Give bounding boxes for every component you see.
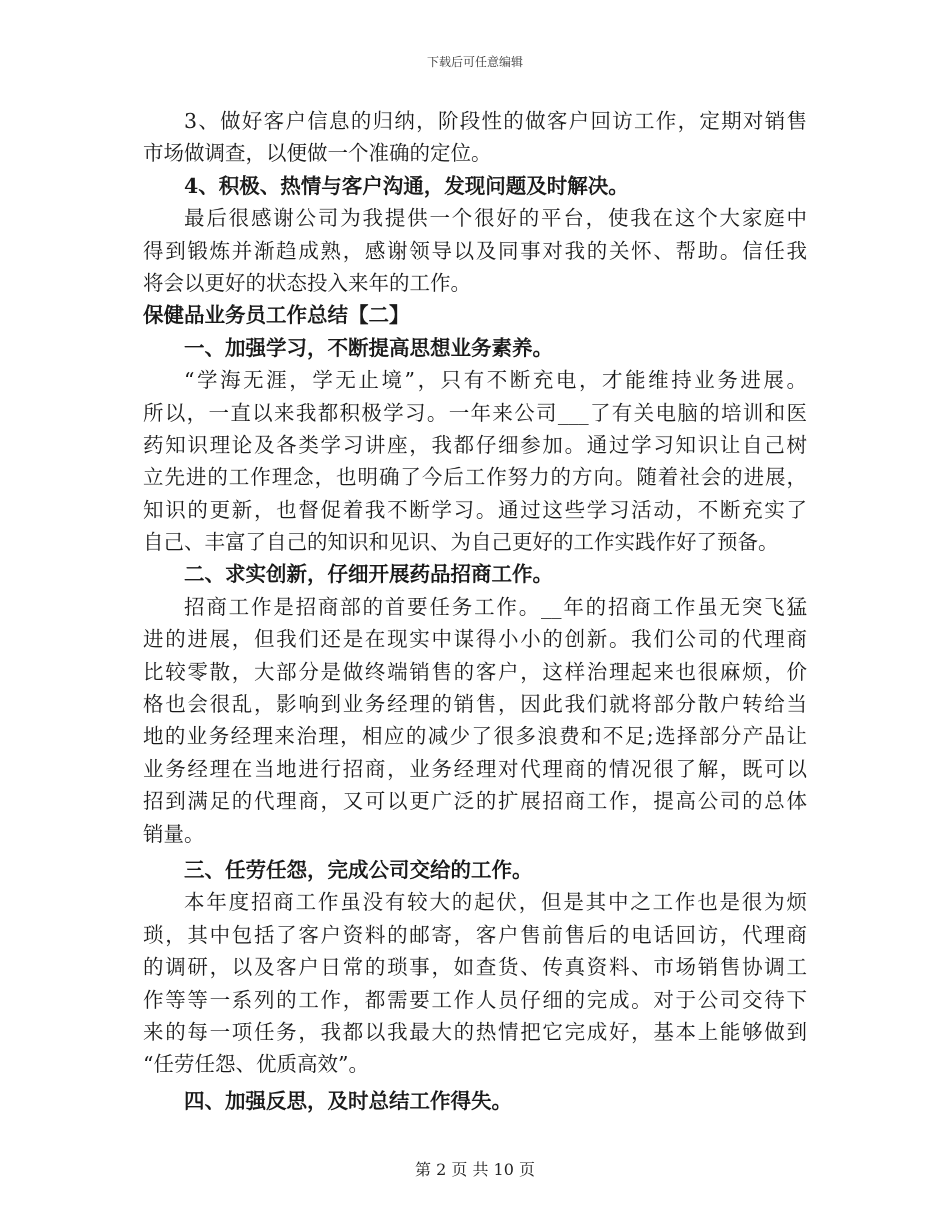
section-heading [143, 558, 807, 590]
text-line: 将会以更好的状态投入来年的工作。 [143, 270, 471, 295]
text-line: 四、加强反思，及时总结工作得失。 [184, 1088, 512, 1113]
text-line: 销量。 [143, 821, 205, 846]
text-line: 立先进的工作理念，也明确了今后工作努力的方向。随着社会的进展， [143, 465, 807, 490]
text-line: 业务经理在当地进行招商，业务经理对代理商的情况很了解，既可以 [143, 756, 807, 781]
text-line: 作等等一系列的工作，都需要工作人员仔细的完成。对于公司交待下 [143, 987, 807, 1012]
text-line: 药知识理论及各类学习讲座，我都仔细参加。通过学习知识让自己树 [143, 432, 807, 457]
text-line: 琐，其中包括了客户资料的邮寄，客户售前售后的电话回访，代理商 [143, 922, 807, 947]
text-line: 知识的更新，也督促着我不断学习。通过这些学习活动，不断充实了 [143, 497, 807, 522]
text-line: 来的每一项任务，我都以我最大的热情把它完成好，基本上能够做到 [143, 1019, 807, 1044]
text-line: 三、任劳任怨，完成公司交给的工作。 [184, 857, 533, 882]
section-heading [143, 1085, 807, 1117]
text-line: 保健品业务员工作总结【二】 [143, 303, 410, 328]
text-line: 地的业务经理来治理，相应的减少了很多浪费和不足;选择部分产品让 [143, 724, 807, 749]
text-line: 招商工作是招商部的首要任务工作。__年的招商工作虽无突飞猛 [184, 594, 807, 619]
text-line: 的调研，以及客户日常的琐事，如查货、传真资料、市场销售协调工 [143, 955, 807, 980]
text-line: 所以，一直以来我都积极学习。一年来公司___了有关电脑的培训和医 [143, 400, 807, 425]
section-heading [143, 332, 807, 364]
section-heading [143, 170, 807, 202]
paragraph [143, 364, 807, 558]
text-line: 格也会很乱，影响到业务经理的销售，因此我们就将部分散户转给当 [143, 692, 807, 717]
text-line: 进的进展，但我们还是在现实中谋得小小的创新。我们公司的代理商 [143, 627, 807, 652]
text-line: 招到满足的代理商，又可以更广泛的扩展招商工作，提高公司的总体 [143, 789, 807, 814]
page-header-note: 下载后可任意编辑 [426, 55, 523, 69]
paragraph [143, 886, 807, 1080]
text-line: 本年度招商工作虽没有较大的起伏，但是其中之工作也是很为烦 [184, 890, 807, 915]
text-line: 自己、丰富了自己的知识和见识、为自己更好的工作实践作好了预备。 [143, 530, 779, 555]
text-line: 比较零散，大部分是做终端销售的客户，这样治理起来也很麻烦，价 [143, 659, 807, 684]
page-footer-page-number: 第 2 页 共 10 页 [415, 1160, 535, 1179]
text-line: 得到锻炼并渐趋成熟，感谢领导以及同事对我的关怀、帮助。信任我 [143, 238, 807, 263]
paragraph [143, 105, 807, 170]
text-line: 4、积极、热情与客户沟通，发现问题及时解决。 [184, 173, 629, 198]
text-line: 市场做调查，以便做一个准确的定位。 [143, 141, 492, 166]
text-line: 3、做好客户信息的归纳，阶段性的做客户回访工作，定期对销售 [184, 109, 807, 133]
text-line: 最后很感谢公司为我提供一个很好的平台，使我在这个大家庭中 [184, 206, 807, 231]
document-body [143, 105, 807, 1117]
section-title [143, 299, 807, 331]
paragraph [143, 202, 807, 299]
section-heading [143, 854, 807, 886]
text-line: 一、加强学习，不断提高思想业务素养。 [184, 335, 553, 360]
text-line: 二、求实创新，仔细开展药品招商工作。 [184, 562, 553, 587]
text-line: “学海无涯，学无止境”，只有不断充电，才能维持业务进展。 [184, 368, 807, 393]
paragraph [143, 591, 807, 850]
text-line: “任劳任怨、优质高效”。 [143, 1052, 369, 1077]
